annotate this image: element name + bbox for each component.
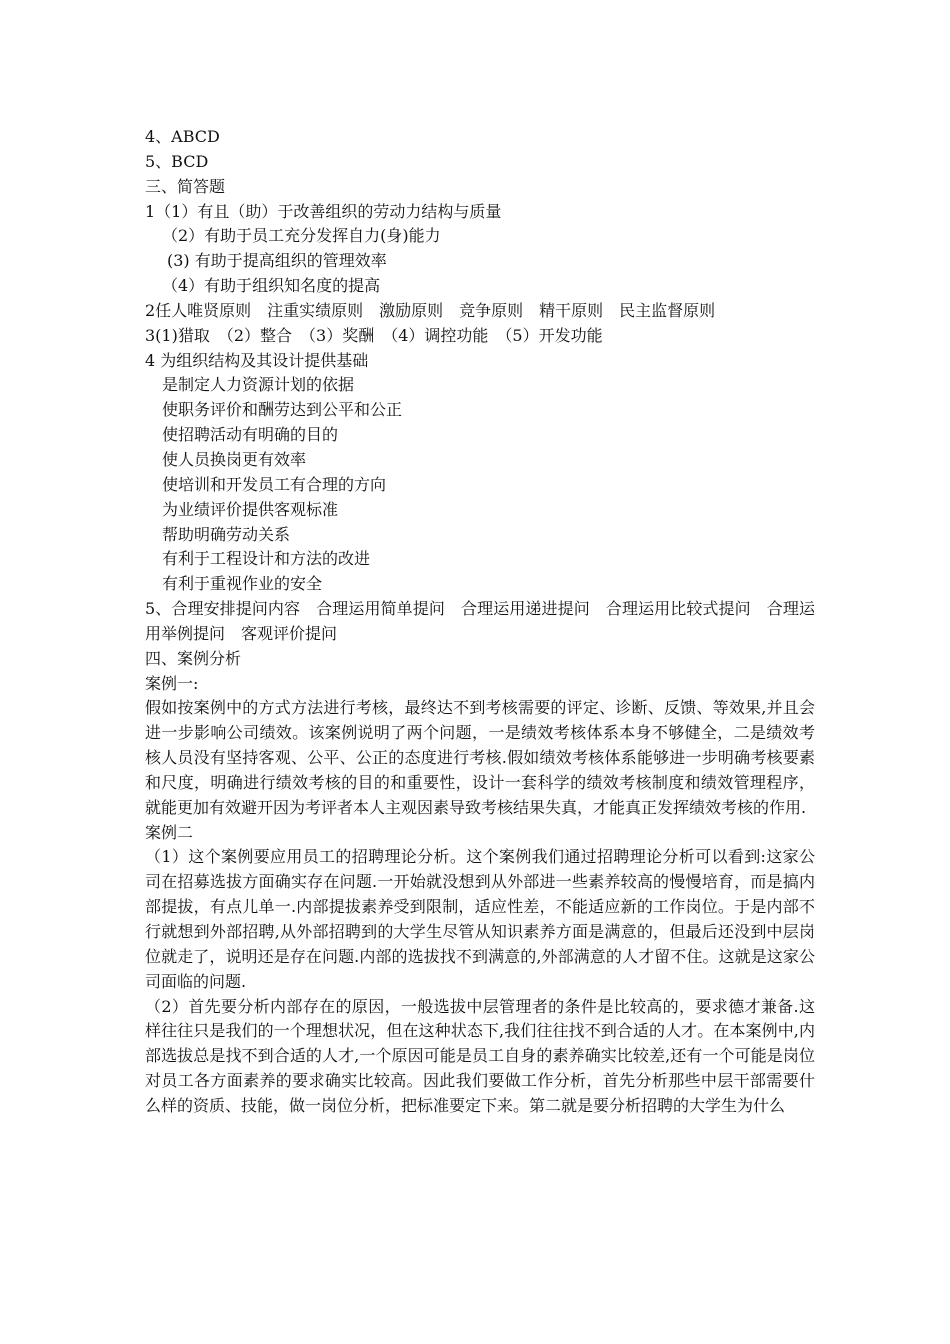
- q4-item: 为业绩评价提供客观标准: [162, 499, 339, 519]
- document-body: [145, 125, 815, 1119]
- q4-item: 使招聘活动有明确的目的: [162, 425, 339, 445]
- section-title-case-analysis: 四、案例分析: [145, 648, 242, 668]
- answer-line-4: 4、ABCD: [145, 127, 220, 146]
- q1-item-4: （4）有助于组织知名度的提高: [162, 276, 381, 296]
- case1-text: 假如按案例中的方式方法进行考核，最终达不到考核需要的评定、诊断、反馈、等效果,并且会进一步影响公司绩效。该案例说明了两个问题，一是绩效考核体系本身不够健全，二是绩效考核人员没有坚持客观、公平、公正的态度进行考核.假如绩效考核体系能够进一步明确考核要素和尺度，明确进行绩效考核的目的和重要性，设计一套科学的绩效考核制度和绩效管理程序，就能更加有效避开因为考评者本人主观因素导致考核结果失真，才能真正发挥绩效考核的作用.: [145, 698, 815, 817]
- q4-item: 帮助明确劳动关系: [162, 524, 291, 544]
- q4-item: 使培训和开发员工有合理的方向: [162, 474, 387, 494]
- q3-functions: 3(1)猎取 （2）整合 （3）奖酬 （4）调控功能 （5）开发功能: [145, 325, 603, 345]
- q2-principles: 2任人唯贤原则 注重实绩原则 激励原则 竞争原则 精干原则 民主监督原则: [145, 300, 716, 320]
- q4-item: 有利于工程设计和方法的改进: [162, 549, 371, 569]
- q5-questioning: 5、合理安排提问内容 合理运用简单提问 合理运用递进提问 合理运用比较式提问 合理运用举例提问 客观评价提问: [145, 599, 815, 643]
- section-title-short-answer: 三、简答题: [145, 176, 226, 196]
- case2-paragraph-1: （1）这个案例要应用员工的招聘理论分析。这个案例我们通过招聘理论分析可以看到:这家公司在招募选拔方面确实存在问题.一开始就没想到从外部进一些素养较高的慢慢培育，而是搞内部提拔，有点儿单一.内部提拔素养受到限制，适应性差，不能适应新的工作岗位。于是内部不行就想到外部招聘,从外部招聘到的大学生尽管从知识素养方面是满意的，但最后还没到中层岗位就走了，说明还是存在问题.内部的选拔找不到满意的,外部满意的人才留不住。这就是这家公司面临的问题.: [145, 847, 815, 991]
- answer-line-5: 5、BCD: [145, 151, 209, 171]
- q4-item: 使职务评价和酬劳达到公平和公正: [162, 400, 403, 420]
- q4-heading: 4 为组织结构及其设计提供基础: [145, 350, 369, 370]
- q1-item-3: (3) 有助于提高组织的管理效率: [167, 251, 387, 271]
- case2-paragraph-2: （2）首先要分析内部存在的原因，一般选拔中层管理者的条件是比较高的，要求德才兼备.这样往往只是我们的一个理想状况，但在这种状态下,我们往往找不到合适的人才。在本案例中,内部选拔总是找不到合适的人才,一个原因可能是员工自身的素养确实比较差,还有一个可能是岗位对员工各方面素养的要求确实比较高。因此我们要做工作分析，首先分析那些中层干部需要什么样的资质、技能，做一岗位分析，把标准要定下来。第二就是要分析招聘的大学生为什么: [145, 996, 815, 1115]
- q1-item-1: 1（1）有且（助）于改善组织的劳动力结构与质量: [145, 201, 502, 221]
- q4-item: 是制定人力资源计划的依据: [162, 375, 355, 395]
- q4-item: 使人员换岗更有效率: [162, 449, 307, 469]
- case2-title: 案例二: [145, 822, 194, 842]
- q4-item: 有利于重视作业的安全: [162, 574, 323, 594]
- case1-title: 案例一:: [145, 673, 199, 693]
- q1-item-2: （2）有助于员工充分发挥自力(身)能力: [162, 226, 441, 246]
